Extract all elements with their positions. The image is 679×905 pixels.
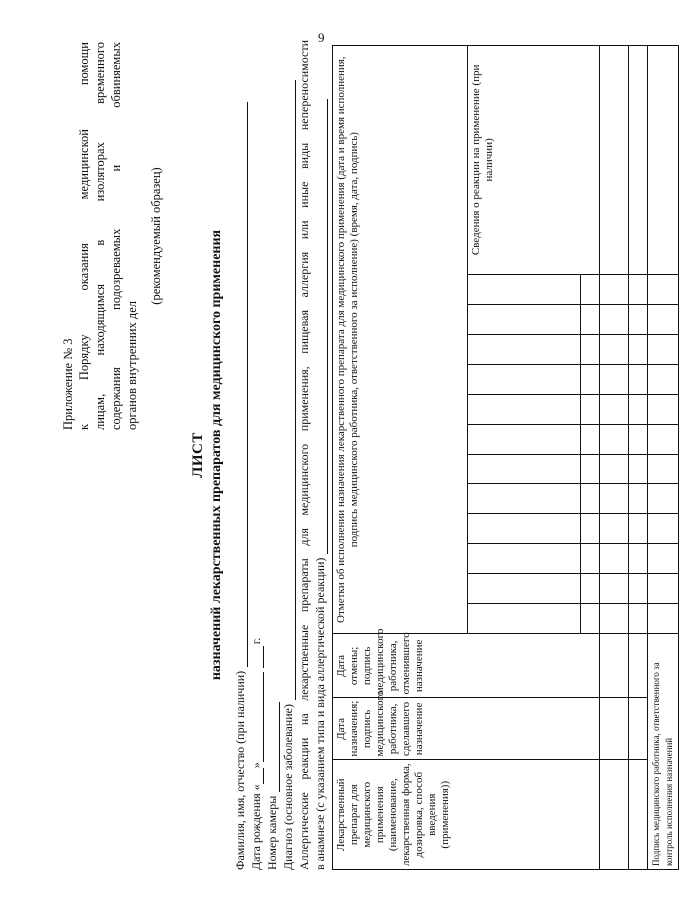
birth-year-field[interactable] — [251, 646, 264, 668]
cell-label: Номер камеры — [265, 795, 279, 870]
fio-line — [232, 40, 248, 870]
appendix-line: к Порядку оказания медицинской помощи — [77, 42, 91, 430]
diagnosis-label: Диагноз (основное заболевание) — [281, 704, 295, 870]
diagnosis-field[interactable] — [283, 80, 296, 700]
allergy-field[interactable] — [315, 99, 328, 554]
prescriptions-table — [332, 45, 679, 870]
birth-month-field[interactable] — [251, 672, 264, 762]
appendix-number: Приложение № 3 — [61, 338, 75, 430]
appendix-line: органов внутренних дел — [125, 301, 139, 430]
patient-fields — [232, 40, 328, 870]
birth-label: Дата рождения « — [249, 784, 263, 870]
rotated-form — [40, 40, 674, 870]
col-prescribed-header: Дата назначения; подпись медицинского работника, сделавшего назначение — [333, 698, 600, 760]
recommended-sample: (рекомендуемый образец) — [149, 167, 163, 305]
cell-line — [264, 40, 280, 870]
title-main: ЛИСТ — [190, 432, 206, 478]
cell-field[interactable] — [267, 702, 280, 792]
allergy-label-cont: в анамнезе (с указанием типа и вида аллергической реакции) — [313, 557, 327, 870]
fio-field[interactable] — [235, 102, 248, 667]
birth-year-suffix: г. — [249, 637, 263, 645]
allergy-label: Аллергические реакции на лекарственные препараты для медицинского применения, пищевая аллергия или иные виды непереносимости — [297, 40, 311, 870]
birth-line — [248, 40, 264, 870]
appendix-line: содержания подозреваемых и обвиняемых — [109, 42, 123, 430]
page-number: 9 — [318, 30, 325, 45]
col-drug-header: Лекарственный препарат для медицинского применения (наименование, лекарственная форма, дозировка, способ введения (применения)) — [333, 760, 600, 870]
drug-cell[interactable] — [629, 760, 648, 870]
title-sub: назначений лекарственных препаратов для медицинского применения — [209, 229, 224, 681]
birth-day-field[interactable] — [251, 768, 264, 784]
table-row — [600, 46, 629, 870]
table-header-row — [333, 46, 468, 870]
appendix-line: лицам, находящимся в изоляторах временного — [93, 42, 107, 430]
col-cancel-header: Дата отмены; подпись медицинского работника, отменившего назначение — [333, 634, 600, 698]
table-row — [629, 46, 648, 870]
table-footer-row — [648, 46, 679, 870]
birth-quote: » — [249, 762, 263, 769]
appendix-block — [60, 42, 164, 430]
fio-label: Фамилия, имя, отчество (при наличии) — [233, 670, 247, 870]
control-signature-label: Подпись медицинского работника, ответственного за контроль исполнения назначений — [648, 634, 679, 870]
diagnosis-line — [280, 40, 296, 870]
col-reaction-header: Сведения о реакции на применение (при наличии) — [468, 46, 600, 275]
col-execution-header: Отметки об исполнении назначения лекарственного препарата для медицинского применения (дата и время исполнения, подпись медицинского работника, ответственного за исполнение) (время, дата, подпись) — [333, 46, 468, 634]
document-title — [190, 40, 225, 870]
allergy-line — [312, 40, 328, 870]
drug-cell[interactable] — [600, 760, 629, 870]
